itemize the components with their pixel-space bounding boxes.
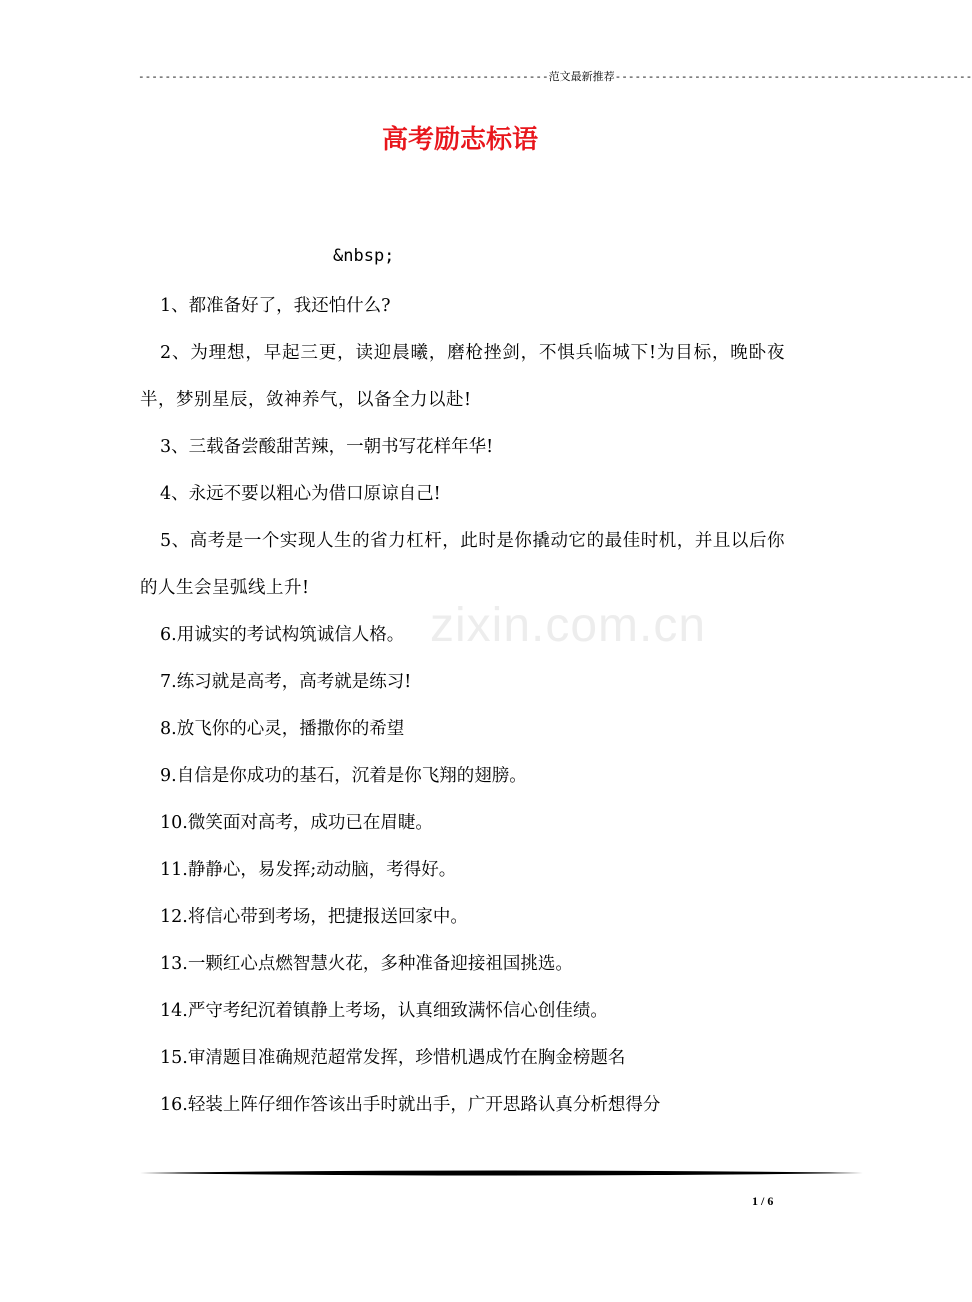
slogan-paragraph: 7.练习就是高考，高考就是练习! (160, 672, 412, 692)
slogan-paragraph: 2、为理想，早起三更，读迎晨曦，磨枪挫剑，不惧兵临城下!为目标，晚卧夜半，梦别星辰，敛神养气，以备全力以赴! (140, 343, 785, 410)
slogan-paragraph: 12.将信心带到考场，把捷报送回家中。 (160, 907, 468, 927)
footer-divider (140, 1168, 863, 1178)
slogan-paragraph: 6.用诚实的考试构筑诚信人格。 (160, 625, 405, 645)
document-title: 高考励志标语 (381, 125, 538, 155)
slogan-paragraph: 10.微笑面对高考，成功已在眉睫。 (160, 813, 433, 833)
slogan-paragraph: 15.审清题目准确规范超常发挥，珍惜机遇成竹在胸金榜题名 (160, 1048, 626, 1068)
nbsp-text: &nbsp; (333, 246, 395, 266)
slogan-paragraph: 3、三载备尝酸甜苦辣，一朝书写花样年华! (160, 437, 494, 457)
header-banner: --------------------------------------------------------------范文最新推荐------------------------------------------------------ (138, 70, 972, 83)
slogan-paragraph: 1、都准备好了，我还怕什么? (160, 296, 391, 316)
slogan-paragraph: 13.一颗红心点燃智慧火花，多种准备迎接祖国挑选。 (160, 954, 573, 974)
slogan-paragraph: 8.放飞你的心灵，播撒你的希望 (160, 719, 405, 739)
watermark-text: zixin.com.cn (430, 599, 707, 652)
slogan-paragraph: 11.静静心，易发挥;动动脑，考得好。 (160, 860, 457, 880)
page-number: 1 / 6 (752, 1194, 774, 1208)
slogan-paragraph: 5、高考是一个实现人生的省力杠杆，此时是你撬动它的最佳时机，并且以后你的人生会呈弧线上升! (140, 531, 785, 598)
slogan-paragraph: 14.严守考纪沉着镇静上考场，认真细致满怀信心创佳绩。 (160, 1001, 608, 1021)
slogan-paragraph: 9.自信是你成功的基石，沉着是你飞翔的翅膀。 (160, 766, 527, 786)
slogan-paragraph: 4、永远不要以粗心为借口原谅自己! (160, 484, 441, 504)
slogan-paragraph: 16.轻装上阵仔细作答该出手时就出手，广开思路认真分析想得分 (160, 1095, 661, 1115)
document-body (140, 283, 785, 1129)
